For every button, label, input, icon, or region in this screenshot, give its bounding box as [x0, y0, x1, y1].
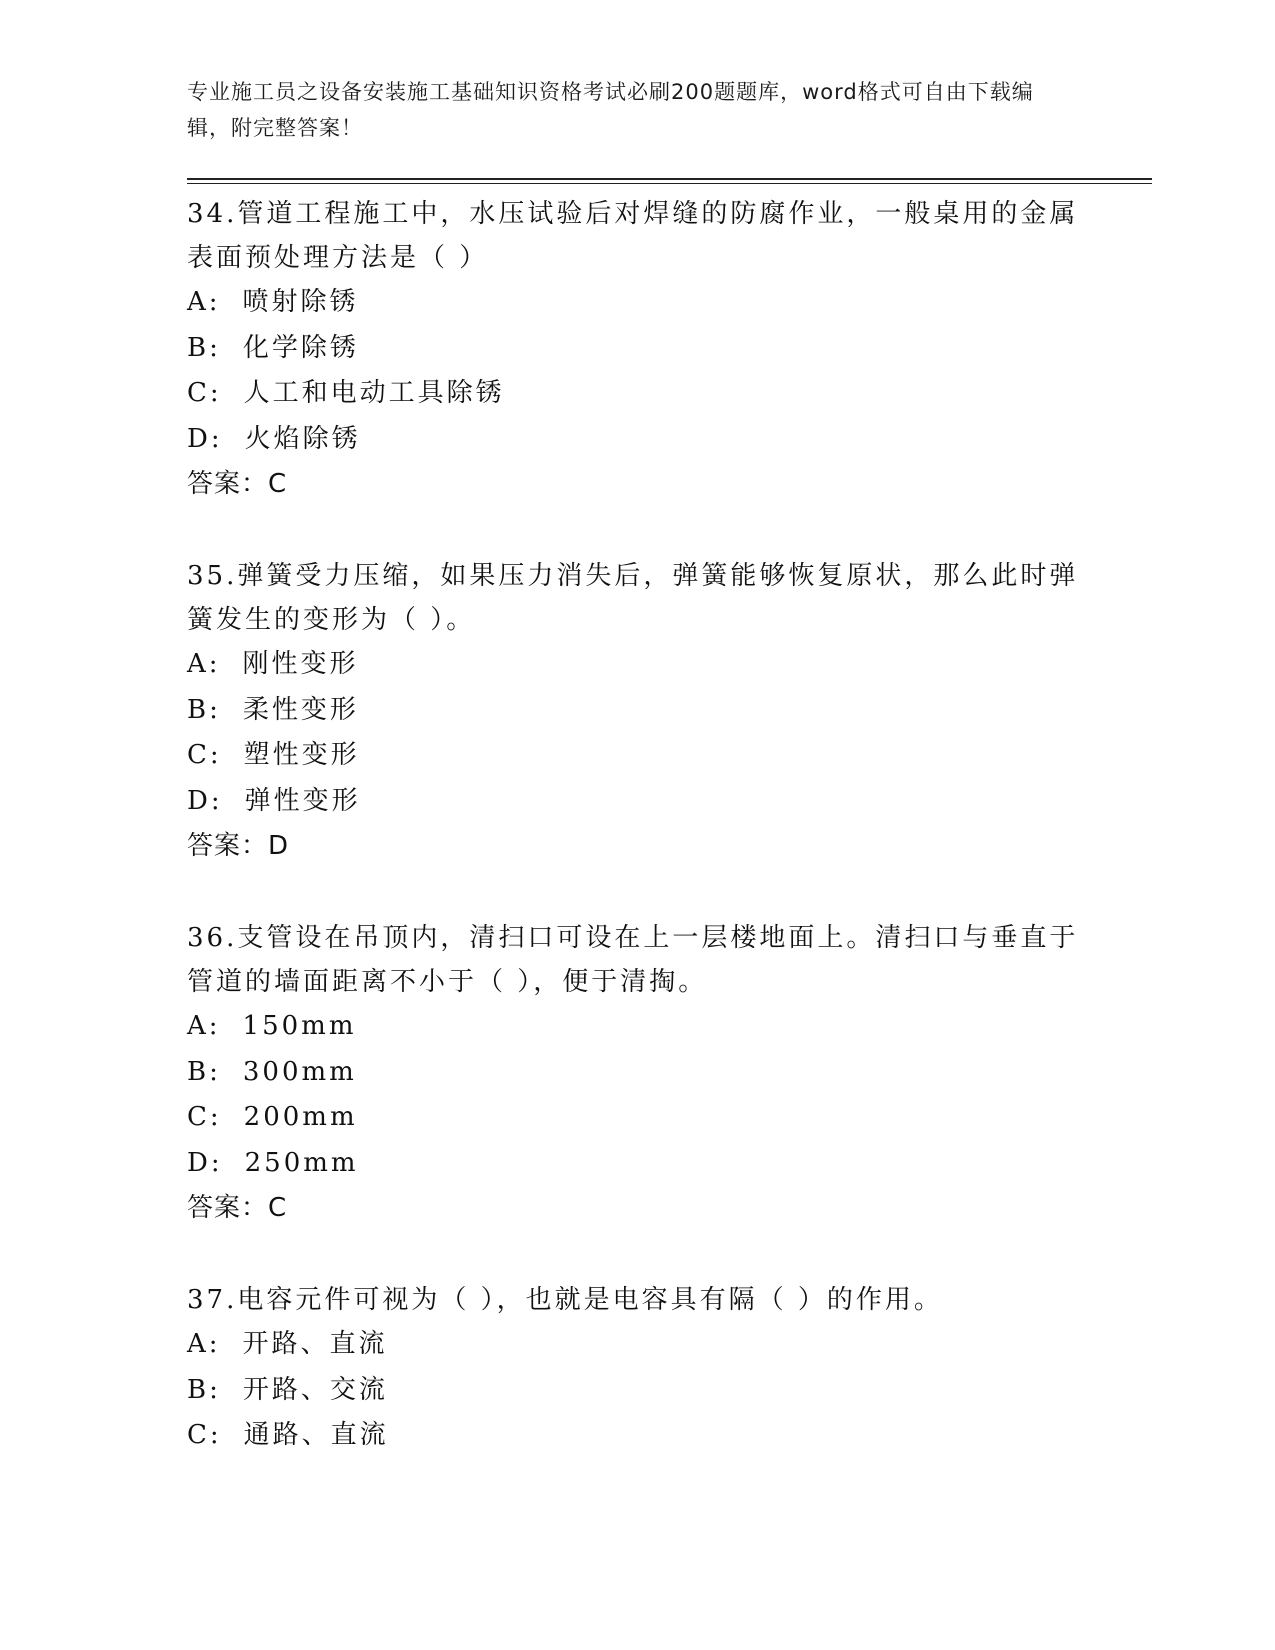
option-a: A: 喷射除锈: [187, 280, 1087, 326]
option-c: C: 200mm: [187, 1095, 1087, 1141]
option-letter: C: [187, 378, 210, 409]
question-34: [187, 190, 1087, 508]
option-text: 刚性变形: [242, 648, 359, 679]
question-35: [187, 552, 1087, 870]
option-text: 300mm: [242, 1056, 357, 1087]
option-letter: A: [187, 648, 209, 679]
answer-line: 答案：C: [187, 469, 288, 500]
question-stem: 36.支管设在吊顶内，清扫口可设在上一层楼地面上。清扫口与垂直于管道的墙面距离不小于（ ），便于清掏。: [187, 922, 1079, 997]
option-text: 塑性变形: [243, 740, 360, 771]
option-a: A: 刚性变形: [187, 642, 1087, 688]
question-37: [187, 1276, 1087, 1459]
option-letter: D: [187, 1147, 211, 1178]
option-d: D: 弹性变形: [187, 779, 1087, 825]
option-c: C: 通路、直流: [187, 1413, 1087, 1459]
option-text: 开路、直流: [242, 1328, 388, 1359]
option-letter: B: [187, 1374, 210, 1405]
option-b: B: 柔性变形: [187, 688, 1087, 734]
question-list: [187, 190, 1087, 1459]
option-text: 化学除锈: [242, 332, 359, 363]
option-letter: B: [187, 332, 210, 363]
option-c: C: 人工和电动工具除锈: [187, 371, 1087, 417]
document-header: [187, 74, 1067, 146]
option-letter: D: [187, 423, 211, 454]
option-letter: A: [187, 1328, 209, 1359]
option-text: 250mm: [244, 1147, 359, 1178]
option-a: A: 开路、直流: [187, 1322, 1087, 1368]
option-d: D: 火焰除锈: [187, 417, 1087, 463]
option-text: 开路、交流: [242, 1374, 388, 1405]
option-text: 通路、直流: [243, 1420, 389, 1451]
option-b: B: 300mm: [187, 1050, 1087, 1096]
question-36: [187, 914, 1087, 1232]
answer-line: 答案：C: [187, 1193, 288, 1224]
option-b: B: 化学除锈: [187, 326, 1087, 372]
question-stem: 37.电容元件可视为（ ），也就是电容具有隔（ ）的作用。: [187, 1284, 943, 1315]
option-letter: B: [187, 1056, 210, 1087]
option-letter: C: [187, 1102, 210, 1133]
option-letter: D: [187, 785, 211, 816]
option-c: C: 塑性变形: [187, 733, 1087, 779]
option-b: B: 开路、交流: [187, 1368, 1087, 1414]
header-divider-thick: [187, 178, 1152, 180]
option-letter: A: [187, 1010, 209, 1041]
option-text: 弹性变形: [244, 785, 361, 816]
option-text: 150mm: [242, 1010, 357, 1041]
option-a: A: 150mm: [187, 1004, 1087, 1050]
question-stem: 34.管道工程施工中，水压试验后对焊缝的防腐作业，一般桌用的金属表面预处理方法是（ ）: [187, 199, 1079, 273]
option-text: 柔性变形: [242, 694, 359, 725]
option-letter: B: [187, 694, 210, 725]
option-text: 200mm: [243, 1102, 358, 1133]
question-stem: 35.弹簧受力压缩，如果压力消失后，弹簧能够恢复原状，那么此时弹簧发生的变形为（ ）。: [187, 560, 1079, 635]
option-letter: C: [187, 740, 210, 771]
option-text: 喷射除锈: [242, 287, 359, 317]
option-letter: A: [187, 287, 209, 317]
option-text: 人工和电动工具除锈: [243, 378, 505, 409]
option-letter: C: [187, 1420, 210, 1451]
option-d: D: 250mm: [187, 1141, 1087, 1187]
option-text: 火焰除锈: [244, 423, 361, 454]
answer-line: 答案：D: [187, 831, 290, 862]
header-divider-thin: [187, 183, 1152, 184]
header-title: 专业施工员之设备安装施工基础知识资格考试必刷200题题库，word格式可自由下载编辑，附完整答案！: [187, 80, 1034, 140]
